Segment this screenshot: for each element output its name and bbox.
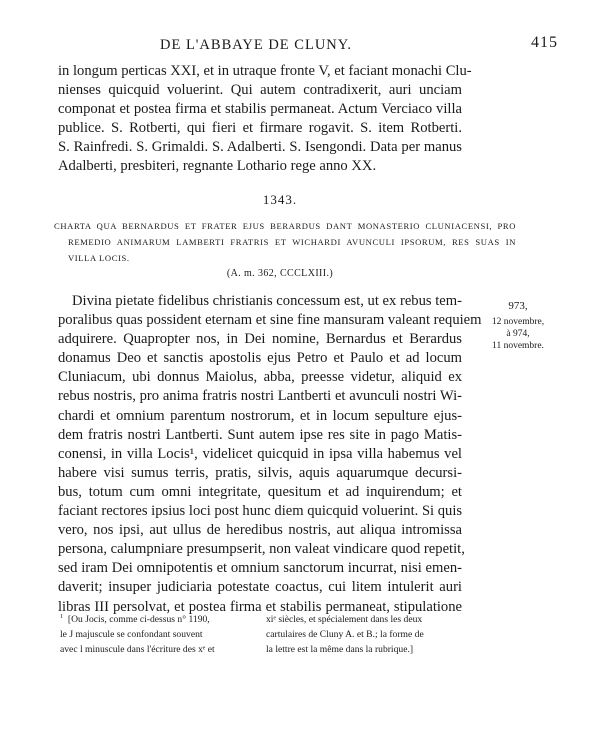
page-header (58, 34, 558, 58)
text-line: Divina pietate fidelibus christianis concessum est, ut ex rebus tem- (72, 293, 462, 309)
text-line: dem fratris nostri Lantberti. Sunt autem ipse res site in pago Matis- (58, 426, 462, 443)
manuscript-citation: (A. m. 362, CCCLXIII.) (226, 268, 334, 279)
text-line: publice. S. Rotberti, qui fieri et firmare rogavit. S. item Rotberti. (58, 120, 462, 137)
text-line: conensi, in villa Locis¹, videlicet quicquid in ipsa villa habemus vel (58, 445, 462, 462)
text-line: componat et postea firma et stabilis permaneat. Actum Verciaco villa (58, 101, 462, 118)
text-line: persona, calumpniare presumpserit, non valeat vindicare quod repetit, (58, 541, 465, 558)
charter-number: 1343. (262, 192, 298, 207)
text-line: habere visi sumus terris, pratis, silvis, aquis aquarumque decursi- (58, 464, 462, 481)
charter-heading (54, 218, 516, 267)
margin-date-day: 12 novembre, (491, 317, 545, 327)
heading-line: VILLA LOCIS. (68, 253, 130, 264)
margin-date-year: à 974, (506, 329, 530, 339)
text-line: adquirere. Quapropter nos, in Dei nomine, Bernardus et Berardus (58, 331, 462, 348)
margin-date-day: 11 novembre. (492, 341, 544, 351)
charter-text (58, 292, 482, 617)
footnote-right-column (266, 612, 466, 657)
footnote-line: xiᵉ siècles, et spécialement dans les deux (266, 614, 423, 625)
paragraph-continued (58, 62, 472, 177)
text-line: libras III persolvat, et postea firma et stabilis permaneat, stipulatione (58, 598, 462, 615)
page-number: 415 (531, 34, 558, 51)
text-line: faciant rectores ipsius loci post hunc diem quicquid voluerint. Si quis (58, 503, 463, 520)
footnote-left-column (60, 612, 260, 657)
text-line: bus, totum cum omni integritate, quesitum et ad inquirendum; et (58, 483, 462, 500)
text-line: in longum perticas XXI, et in utraque fronte V, et faciant monachi Clu- (58, 63, 472, 79)
text-line: chardi et omnium parentum nostrorum, et in locum sepulture ejus- (58, 407, 462, 424)
text-line: donamus Deo et sanctis apostolis ejus Petro et Paulo et ad locum (58, 350, 462, 367)
footnote-line: avec l minuscule dans l'écriture des xᵉ et (60, 644, 215, 655)
footnote-line: $^1$ [Ou Jocis, comme ci-dessus n° 1190, (60, 612, 210, 625)
heading-line: CHARTA QUA BERNARDUS ET FRATER EJUS BERARDUS DANT MONASTERIO CLUNIACENSI, PRO (54, 221, 516, 231)
heading-line: REMEDIO ANIMARUM LAMBERTI FRATRIS ET WICHARDI AVUNCULI IPSORUM, RES SUAS IN (68, 237, 516, 248)
footnote-line: la lettre est la même dans la rubrique.] (266, 644, 414, 655)
text-line: vero, nos ipsi, aut ullus de heredibus nostris, aut aliqua intromissa (58, 522, 462, 539)
margin-date-year: 973, (508, 300, 528, 312)
text-line: Adalberti, presbiteri, regnante Lothario rege anno XX. (58, 158, 377, 175)
text-line: daverit; insuper judiciaria potestate coactus, cui litem intulerit auri (58, 579, 462, 596)
footnote-line: cartulaires de Cluny A. et B.; la forme de (266, 629, 424, 640)
text-line: nienses quicquid voluerint. Qui autem contradixerit, auri unciam (58, 82, 462, 99)
text-line: poralibus quas possident eternam et sine fine mansuram valeant requiem (58, 312, 482, 329)
text-line: S. Rainfredi. S. Grimaldi. S. Adalberti. S. Isengondi. Data per manus (58, 139, 462, 156)
running-title: DE L'ABBAYE DE CLUNY. (160, 37, 352, 53)
text-line: Cluniacum, ubi donnus Maiolus, abba, preesse videtur, aliquid ex (58, 369, 462, 386)
text-line: sed iram Dei omnipotentis et omnium sanctorum incurrat, nisi emen- (58, 560, 462, 577)
text-line: rebus nostris, pro anima fratris nostri Lantberti et avunculi nostri Wi- (58, 388, 462, 405)
footnote-marker: 1 (60, 612, 64, 620)
footnote-line: le J majuscule se confondant souvent (60, 629, 203, 640)
